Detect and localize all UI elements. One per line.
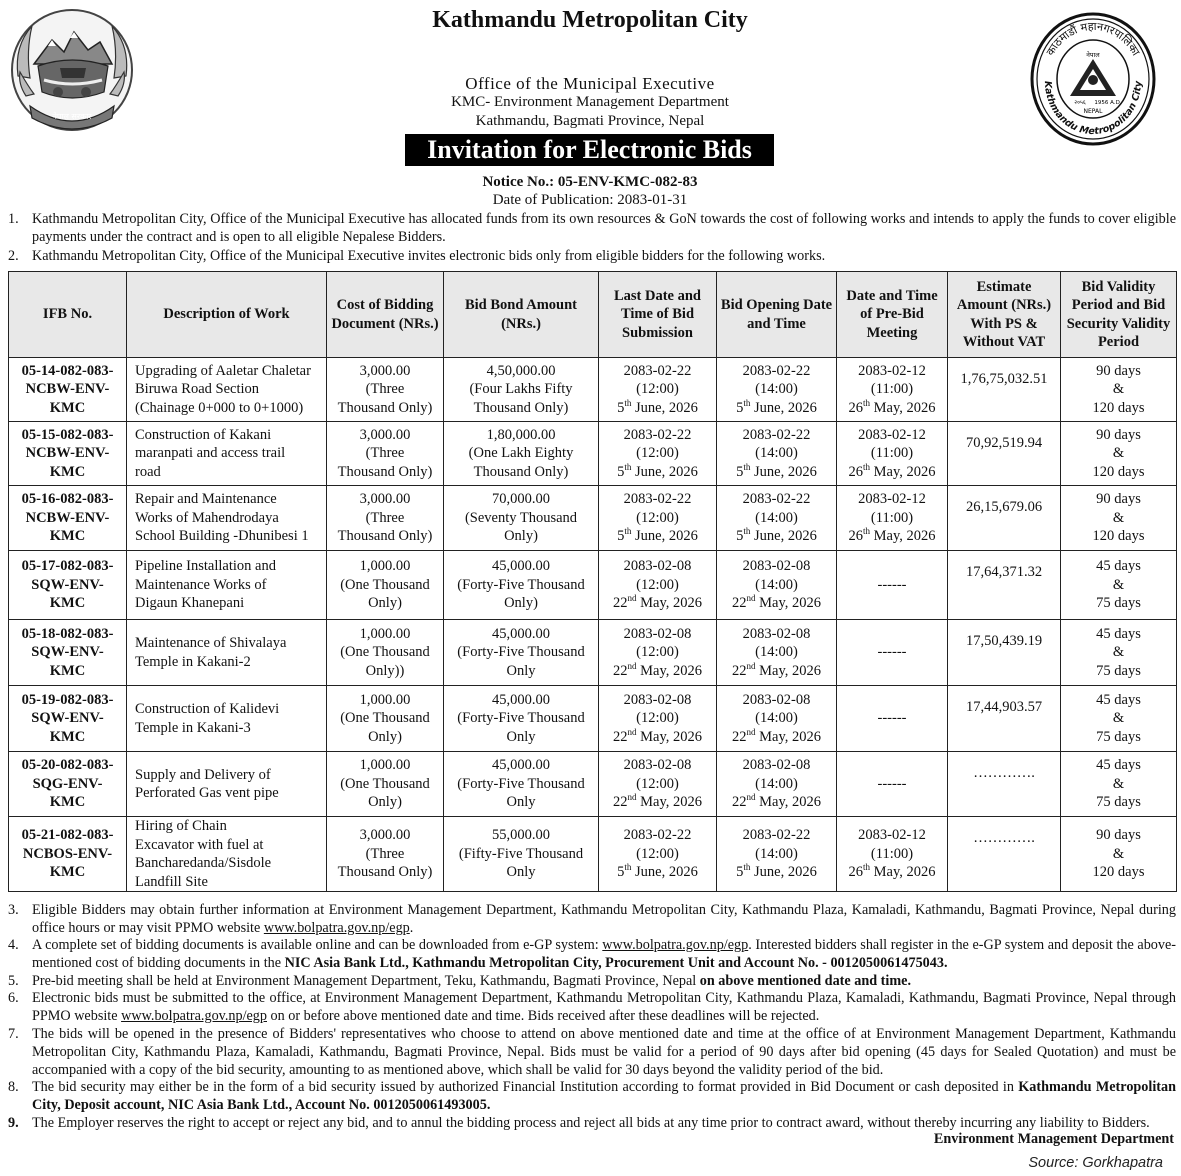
submission-datetime-bs-date: 2083-02-08 [623,757,692,774]
deposit-account-text: Kathmandu Metropolitan City, Deposit account, NIC Asia Bank Ltd., Account No. 0012050061493005. [32,1079,1176,1113]
opening-datetime-ad-date: 5th June, 2026 [736,526,817,545]
submission-datetime-time: (12:00) [636,509,679,526]
submission-datetime [599,422,717,486]
opening-datetime [717,817,837,892]
opening-datetime [717,422,837,486]
paragraph-number: 1. [8,211,19,227]
note-number: 7. [8,1026,19,1042]
ifb-number: 05-14-082-083- NCBW-ENV- KMC [9,358,127,422]
validity-period: 45 days & 75 days [1061,620,1177,686]
prebid-datetime-bs-date: 2083-02-12 [858,426,926,443]
note-number: 4. [8,937,19,953]
opening-datetime-time: (14:00) [755,845,798,862]
opening-datetime-ad-date: 5th June, 2026 [736,461,817,480]
bid-bond-amount: 1,80,000.00 (One Lakh Eighty Thousand Only) [444,422,599,486]
submission-datetime-bs-date: 2083-02-08 [623,691,692,708]
estimate-amount: 17,50,439.19 [948,620,1061,686]
submission-datetime-bs-date: 2083-02-22 [623,426,692,443]
ifb-number: 05-19-082-083- SQW-ENV- KMC [9,686,127,752]
work-description: Supply and Delivery of Perforated Gas vent pipe [127,752,327,817]
bidding-document-cost: 1,000.00 (One Thousand Only)) [327,620,444,686]
submission-datetime-bs-date: 2083-02-22 [623,491,692,508]
estimate-amount: 17,44,903.57 [948,686,1061,752]
submission-datetime-bs-date: 2083-02-08 [623,625,692,642]
work-description: Hiring of Chain Excavator with fuel at Bancharedanda/Sisdole Landfill Site [127,817,327,892]
submission-datetime-ad-date: 22nd May, 2026 [612,726,702,745]
bid-bond-amount: 70,000.00 (Seventy Thousand Only) [444,486,599,551]
submission-datetime-time: (12:00) [636,710,679,727]
note-text-cont: on or before above mentioned date and time. Bids received after these deadlines will be rejected. [267,1008,820,1024]
department-name: KMC- Environment Management Department [451,94,729,110]
bank-account-text: NIC Asia Bank Ltd., Kathmandu Metropolitan City, Procurement Unit and Account No. - 0012050061475043. [284,955,948,971]
opening-datetime-time: (14:00) [755,445,798,462]
prebid-datetime [837,486,948,551]
validity-period: 90 days & 120 days [1061,486,1177,551]
work-description: Construction of Kalidevi Temple in Kakani-3 [127,686,327,752]
submission-datetime-ad-date: 22nd May, 2026 [612,660,702,679]
bid-bond-amount: 45,000.00 (Forty-Five Thousand Only) [444,551,599,620]
prebid-datetime-time: (11:00) [870,509,914,526]
submission-datetime-time: (12:00) [636,381,679,398]
bidding-document-cost: 1,000.00 (One Thousand Only) [327,551,444,620]
seal-year-ad: 1956 A.D. [1094,100,1122,106]
bidding-document-cost: 3,000.00 (Three Thousand Only) [327,422,444,486]
note-text: Pre-bid meeting shall be held at Environment Management Department, Teku, Kathmandu, Bagmati Province, Nepal [32,973,700,989]
submission-datetime-bs-date: 2083-02-08 [623,558,692,575]
signature-department: Environment Management Department [933,1131,1174,1147]
submission-datetime-ad-date: 5th June, 2026 [617,461,698,480]
opening-datetime-ad-date: 5th June, 2026 [736,397,817,416]
office-name: Office of the Municipal Executive [465,74,715,93]
note-text-cont: . Interested bidders shall register in the e-GP system and deposit the above-mentioned cost of bidding documents in the [32,937,1176,971]
opening-datetime-ad-date: 5th June, 2026 [736,862,817,881]
note-text: The Employer reserves the right to accept or reject any bid, and to annul the bidding process and reject all bids at any time prior to contract award, without thereby incurring any liability to Bidders. [32,1115,1150,1131]
opening-datetime-bs-date: 2083-02-22 [742,426,811,443]
table-row [9,686,1177,752]
note-text: Eligible Bidders may obtain further information at Environment Management Department, Kathmandu Metropolitan City, Kathmandu Plaza, Kamaladi, Kathmandu, Bagmati Province, Nepal during office hours or may visit PPMO website [32,902,1176,936]
prebid-datetime-ad-date: 26th May, 2026 [848,397,936,416]
submission-datetime-time: (12:00) [636,775,679,792]
submission-datetime-ad-date: 5th June, 2026 [617,526,698,545]
opening-datetime-bs-date: 2083-02-08 [742,757,811,774]
bidding-document-cost: 3,000.00 (Three Thousand Only) [327,358,444,422]
submission-datetime-time: (12:00) [636,445,679,462]
col-header-prebid: Date and Time of Pre-Bid Meeting [837,272,948,358]
note-text: The bids will be opened in the presence of Bidders' representatives who choose to attend on above mentioned date and time at the office of at Environment Management Department, Kathmandu Metropolitan City, Kathmandu Plaza, Kamaladi, Kathmandu, Bagmati Province, Nepal. Bids must be valid for a period of 90 days after bid opening (45 days for Sealed Quotation) and must be accompanied with a copy of the bid security, amounting to as mentioned above, which shall be valid for 30 days beyond the validity period of the bid. [32,1026,1176,1078]
prebid-datetime [837,551,948,620]
ifb-number: 05-16-082-083- NCBW-ENV- KMC [9,486,127,551]
paragraph-number: 2. [8,248,19,264]
submission-datetime-time: (12:00) [636,845,679,862]
submission-datetime-ad-date: 5th June, 2026 [617,397,698,416]
note-number: 6. [8,990,19,1006]
bid-bond-amount: 45,000.00 (Forty-Five Thousand Only [444,620,599,686]
ifb-number: 05-21-082-083- NCBOS-ENV- KMC [9,817,127,892]
col-header-bond: Bid Bond Amount (NRs.) [444,272,599,358]
submission-datetime-bs-date: 2083-02-22 [623,362,692,379]
kmc-seal-logo [1030,12,1156,146]
note-text: The bid security may either be in the form of a bid security issued by authorized Financial Institution according to format provided in Bid Document or cash deposited in [32,1079,1019,1095]
ppmo-link[interactable]: www.bolpatra.gov.np/egp [263,920,410,936]
opening-datetime-time: (14:00) [755,381,798,398]
table-row [9,817,1177,892]
note-text: Electronic bids must be submitted to the office, at Environment Management Department, Kathmandu Metropolitan City, Kathmandu Plaza, Kamaladi, Kathmandu, Bagmati Province, Nepal through PPMO website [32,990,1176,1024]
estimate-amount: …………. [948,817,1061,892]
prebid-datetime-ad-date: 26th May, 2026 [848,526,936,545]
col-header-submission: Last Date and Time of Bid Submission [599,272,717,358]
submission-datetime-ad-date: 22nd May, 2026 [612,593,702,612]
opening-datetime-ad-date: 22nd May, 2026 [731,593,821,612]
col-header-estimate: Estimate Amount (NRs.) With PS & Without VAT [948,272,1061,358]
col-header-ifb: IFB No. [9,272,127,358]
ifb-number: 05-15-082-083- NCBW-ENV- KMC [9,422,127,486]
opening-datetime [717,358,837,422]
bids-table [8,271,1177,892]
note-number: 3. [8,902,19,918]
col-header-description: Description of Work [127,272,327,358]
note-9 [8,1114,1176,1132]
opening-datetime-bs-date: 2083-02-22 [742,362,811,379]
note-6 [8,989,1176,1025]
opening-datetime-bs-date: 2083-02-08 [742,625,811,642]
col-header-validity: Bid Validity Period and Bid Security Validity Period [1061,272,1177,358]
work-description: Construction of Kakani maranpati and access trail road [127,422,327,486]
prebid-datetime-ad-date: 26th May, 2026 [848,862,936,881]
notice-banner: Invitation for Electronic Bids [405,134,774,166]
validity-period: 90 days & 120 days [1061,817,1177,892]
nepal-emblem-logo [8,6,136,136]
prebid-datetime-bs-date: 2083-02-12 [858,362,926,379]
table-row [9,422,1177,486]
note-8 [8,1078,1176,1114]
note-bold-text: on above mentioned date and time. [699,973,911,989]
note-number: 8. [8,1079,19,1095]
prebid-datetime-time: (11:00) [870,445,914,462]
opening-datetime [717,620,837,686]
publication-date: Date of Publication: 2083-01-31 [492,192,688,208]
submission-datetime-ad-date: 5th June, 2026 [617,862,698,881]
egp-link[interactable]: www.bolpatra.gov.np/egp [602,937,749,953]
egp-link[interactable]: www.bolpatra.gov.np/egp [121,1008,267,1024]
opening-datetime-time: (14:00) [755,576,798,593]
prebid-not-applicable: ------ [877,576,907,593]
opening-datetime-bs-date: 2083-02-08 [742,558,811,575]
note-3 [8,901,1176,937]
work-description: Repair and Maintenance Works of Mahendrodaya School Building -Dhunibesi 1 [127,486,327,551]
note-number: 9. [8,1115,19,1131]
address: Kathmandu, Bagmati Province, Nepal [475,113,705,129]
bidding-document-cost: 1,000.00 (One Thousand Only) [327,686,444,752]
intro-paragraph-1 [8,210,1176,246]
bid-bond-amount: 45,000.00 (Forty-Five Thousand Only [444,686,599,752]
submission-datetime [599,620,717,686]
prebid-not-applicable: ------ [877,644,907,661]
ifb-number: 05-17-082-083- SQW-ENV- KMC [9,551,127,620]
submission-datetime [599,358,717,422]
submission-datetime-bs-date: 2083-02-22 [623,827,692,844]
table-row [9,358,1177,422]
opening-datetime [717,486,837,551]
table-header-row [9,272,1177,358]
opening-datetime [717,686,837,752]
col-header-cost: Cost of Bidding Document (NRs.) [327,272,444,358]
opening-datetime-time: (14:00) [755,775,798,792]
opening-datetime-bs-date: 2083-02-22 [742,491,811,508]
bidding-document-cost: 3,000.00 (Three Thousand Only) [327,817,444,892]
note-5 [8,972,1176,990]
prebid-datetime [837,422,948,486]
estimate-amount: 17,64,371.32 [948,551,1061,620]
bid-bond-amount: 45,000.00 (Forty-Five Thousand Only [444,752,599,817]
ifb-number: 05-20-082-083- SQG-ENV- KMC [9,752,127,817]
col-header-opening: Bid Opening Date and Time [717,272,837,358]
table-row [9,486,1177,551]
opening-datetime-ad-date: 22nd May, 2026 [731,726,821,745]
prebid-datetime-time: (11:00) [870,381,914,398]
seal-year-bs: २०५६ [1074,100,1086,106]
submission-datetime [599,486,717,551]
validity-period: 45 days & 75 days [1061,551,1177,620]
seal-ring-top: काठमाडौं महानगरपालिका [1043,19,1143,59]
paragraph-text: Kathmandu Metropolitan City, Office of the Municipal Executive invites electronic bids only from eligible bidders for the following works. [32,248,826,264]
note-7 [8,1025,1176,1079]
opening-datetime-ad-date: 22nd May, 2026 [731,792,821,811]
notice-number: Notice No.: 05-ENV-KMC-082-83 [482,174,698,190]
work-description: Maintenance of Shivalaya Temple in Kakani-2 [127,620,327,686]
prebid-datetime [837,686,948,752]
bid-bond-amount: 4,50,000.00 (Four Lakhs Fifty Thousand Only) [444,358,599,422]
submission-datetime [599,752,717,817]
prebid-datetime-bs-date: 2083-02-12 [858,491,926,508]
submission-datetime-ad-date: 22nd May, 2026 [612,792,702,811]
estimate-amount: …………. [948,752,1061,817]
submission-datetime [599,817,717,892]
prebid-not-applicable: ------ [877,775,907,792]
opening-datetime-time: (14:00) [755,509,798,526]
note-4 [8,936,1176,972]
intro-paragraph-2 [8,247,1176,265]
work-description: Pipeline Installation and Maintenance Works of Digaun Khanepani [127,551,327,620]
table-row [9,551,1177,620]
note-text-end: . [409,920,414,936]
emblem-ring-text: नेपाल सरकार [52,112,92,121]
submission-datetime-time: (12:00) [636,576,679,593]
note-text: A complete set of bidding documents is available online and can be downloaded from e-GP system: [32,937,603,953]
opening-datetime-time: (14:00) [755,710,798,727]
paragraph-text: Kathmandu Metropolitan City, Office of the Municipal Executive has allocated funds from its own resources & GoN towards the cost of following works and intends to apply the funds to cover eligible payments under the contract and is open to all eligible Nepalese Bidders. [32,211,1176,245]
note-number: 5. [8,973,19,989]
prebid-datetime [837,358,948,422]
source-credit: Source: Gorkhapatra [1028,1155,1163,1171]
table-row [9,752,1177,817]
opening-datetime-time: (14:00) [755,644,798,661]
validity-period: 90 days & 120 days [1061,358,1177,422]
validity-period: 45 days & 75 days [1061,752,1177,817]
opening-datetime [717,752,837,817]
bid-bond-amount: 55,000.00 (Fifty-Five Thousand Only [444,817,599,892]
submission-datetime [599,551,717,620]
opening-datetime-bs-date: 2083-02-22 [742,827,811,844]
prebid-datetime [837,752,948,817]
opening-datetime-bs-date: 2083-02-08 [742,691,811,708]
prebid-datetime [837,620,948,686]
submission-datetime-time: (12:00) [636,644,679,661]
validity-period: 45 days & 75 days [1061,686,1177,752]
prebid-datetime-bs-date: 2083-02-12 [858,827,926,844]
validity-period: 90 days & 120 days [1061,422,1177,486]
ifb-number: 05-18-082-083- SQW-ENV- KMC [9,620,127,686]
estimate-amount: 1,76,75,032.51 [948,358,1061,422]
seal-inner-top: नेपाल [1086,51,1100,59]
opening-datetime [717,551,837,620]
prebid-not-applicable: ------ [877,710,907,727]
work-description: Upgrading of Aaletar Chaletar Biruwa Road Section (Chainage 0+000 to 0+1000) [127,358,327,422]
prebid-datetime-time: (11:00) [870,845,914,862]
bidding-document-cost: 1,000.00 (One Thousand Only) [327,752,444,817]
org-title: Kathmandu Metropolitan City [432,7,748,33]
prebid-datetime [837,817,948,892]
seal-ring-bottom: Kathmandu Metropolitan City [1041,80,1145,138]
opening-datetime-ad-date: 22nd May, 2026 [731,660,821,679]
bidding-document-cost: 3,000.00 (Three Thousand Only) [327,486,444,551]
table-row [9,620,1177,686]
prebid-datetime-ad-date: 26th May, 2026 [848,461,936,480]
estimate-amount: 70,92,519.94 [948,422,1061,486]
submission-datetime [599,686,717,752]
seal-inner-bottom: NEPAL [1083,108,1103,115]
estimate-amount: 26,15,679.06 [948,486,1061,551]
